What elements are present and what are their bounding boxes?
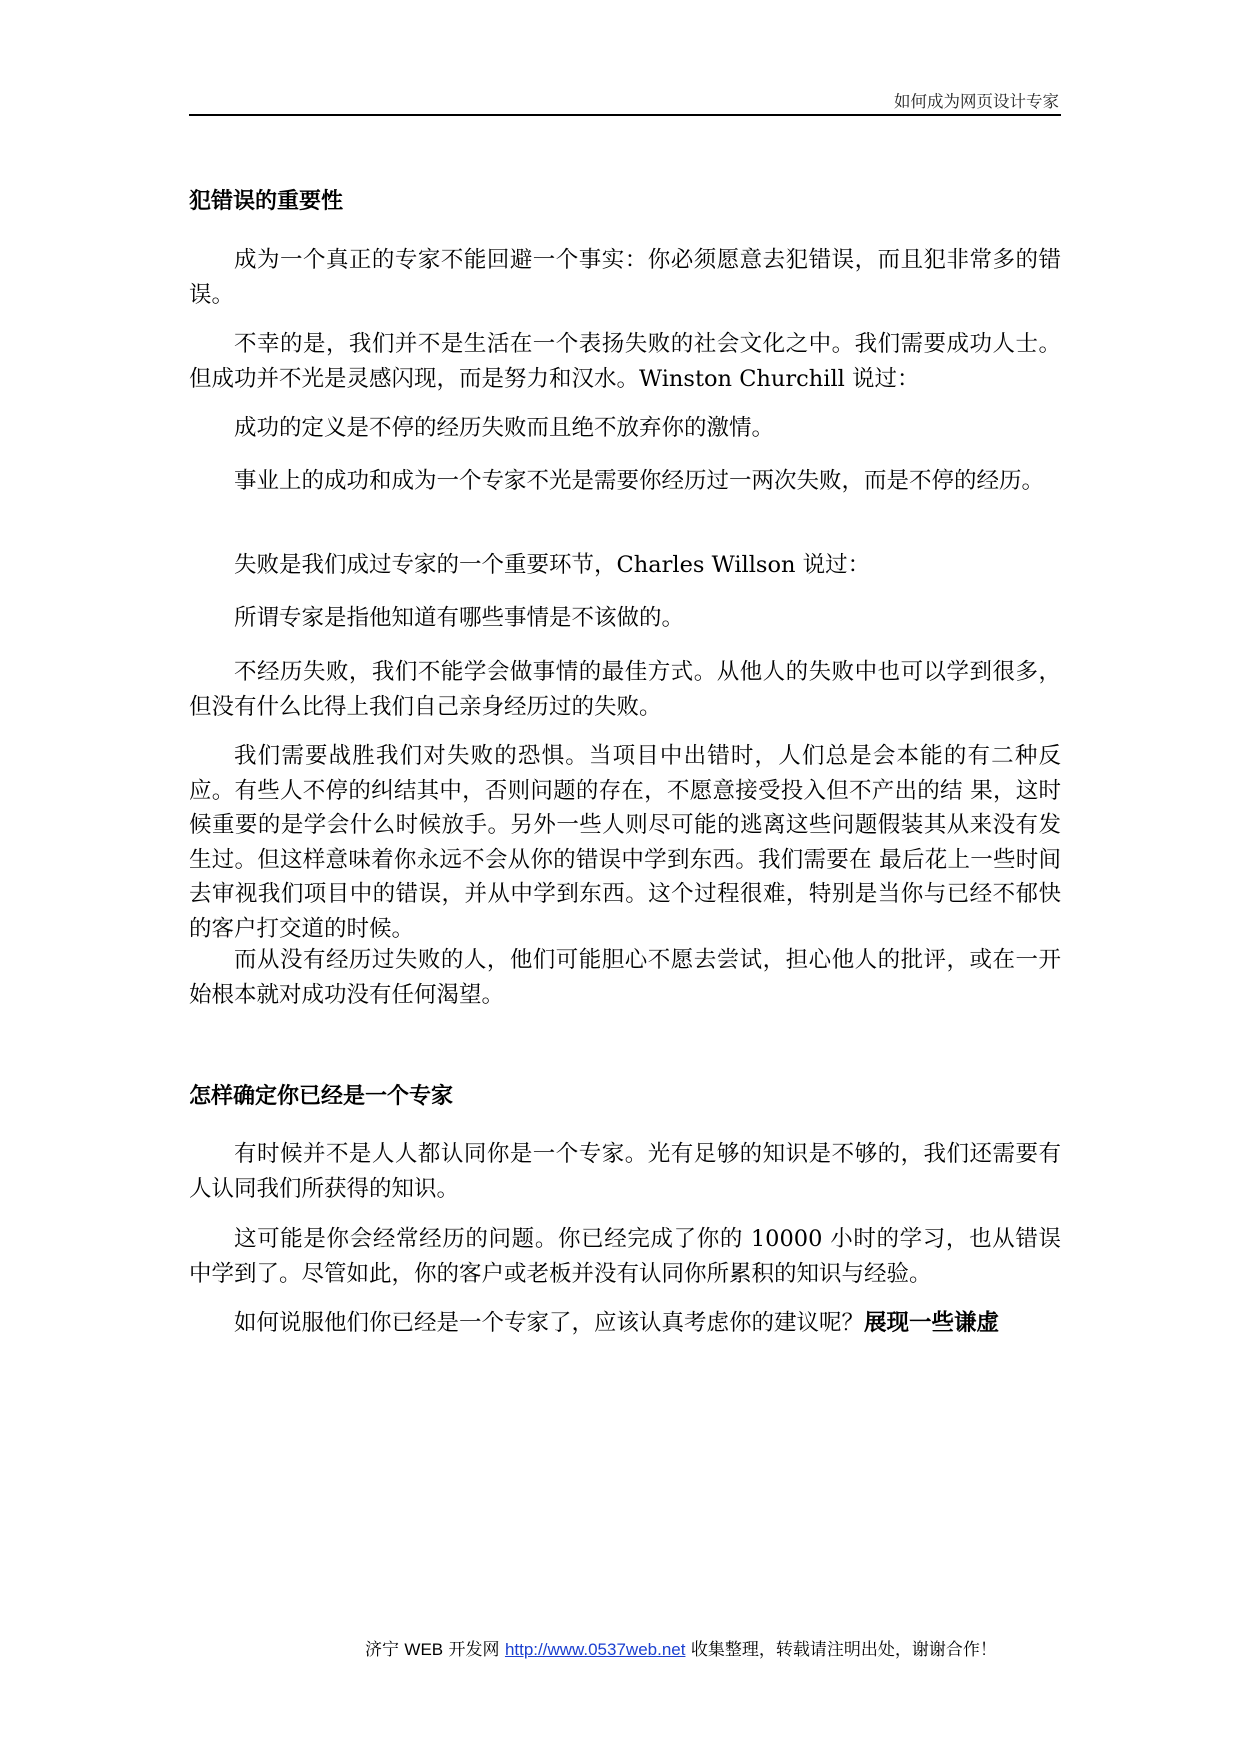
footer-web: WEB bbox=[404, 1640, 444, 1659]
paragraph: 不经历失败，我们不能学会做事情的最佳方式。从他人的失败中也可以学到很多，但没有什么比得上我们自己亲身经历过的失败。 bbox=[189, 659, 1061, 720]
header-title: 如何成为网页设计专家 bbox=[894, 92, 1059, 111]
footer-middle: 开发网 bbox=[443, 1640, 505, 1660]
paragraph: 这可能是你会经常经历的问题。你已经完成了你的 10000 小时的学习，也从错误中学到了。尽管如此，你的客户或老板并没有认同你所累积的知识与经验。 bbox=[189, 1226, 1061, 1287]
paragraph bbox=[189, 1306, 1061, 1341]
section-heading: 犯错误的重要性 bbox=[189, 189, 344, 214]
paragraph: 成功的定义是不停的经历失败而且绝不放弃你的激情。 bbox=[234, 415, 775, 441]
section-heading: 怎样确定你已经是一个专家 bbox=[189, 1084, 454, 1109]
paragraph: 事业上的成功和成为一个专家不光是需要你经历过一两次失败，而是不停的经历。 bbox=[234, 468, 1045, 494]
paragraph: 不幸的是，我们并不是生活在一个表扬失败的社会文化之中。我们需要成功人士。但成功并不光是灵感闪现，而是努力和汉水。Winston Churchill 说过： bbox=[189, 331, 1061, 392]
paragraph: 失败是我们成过专家的一个重要环节，Charles Willson 说过： bbox=[234, 552, 871, 578]
paragraph-text: 如何说服他们你已经是一个专家了，应该认真考虑你的建议呢？ bbox=[234, 1310, 865, 1336]
paragraph: 有时候并不是人人都认同你是一个专家。光有足够的知识是不够的，我们还需要有人认同我们所获得的知识。 bbox=[189, 1141, 1061, 1202]
footer-suffix: 收集整理，转载请注明出处，谢谢合作！ bbox=[685, 1640, 997, 1660]
paragraph: 我们需要战胜我们对失败的恐惧。当项目中出错时，人们总是会本能的有二种反应。有些人不停的纠结其中，否则问题的存在，不愿意接受投入但不产出的结 果，这时候重要的是学会什么时候放手。另外一些人则尽可能的逃离这些问题假装其从来没有发生过。但这样意味着你永远不会从你的错误中学到东西。我们需要在 最后花上一些时间去审视我们项目中的错误，并从中学到东西。这个过程很难，特别是当你与已经不郁快的客户打交道的时候。 bbox=[189, 743, 1061, 942]
paragraph: 所谓专家是指他知道有哪些事情是不该做的。 bbox=[234, 605, 685, 631]
bold-phrase: 展现一些谦虚 bbox=[864, 1310, 1000, 1336]
paragraph: 而从没有经历过失败的人，他们可能胆心不愿去尝试，担心他人的批评，或在一开始根本就对成功没有任何渴望。 bbox=[189, 947, 1061, 1008]
footer-link[interactable]: http://www.0537web.net bbox=[504, 1640, 686, 1659]
paragraph: 成为一个真正的专家不能回避一个事实：你必须愿意去犯错误，而且犯非常多的错误。 bbox=[189, 247, 1061, 308]
page-header bbox=[189, 80, 1061, 116]
page-footer bbox=[365, 1635, 997, 1660]
footer-prefix: 济宁 bbox=[365, 1640, 405, 1660]
